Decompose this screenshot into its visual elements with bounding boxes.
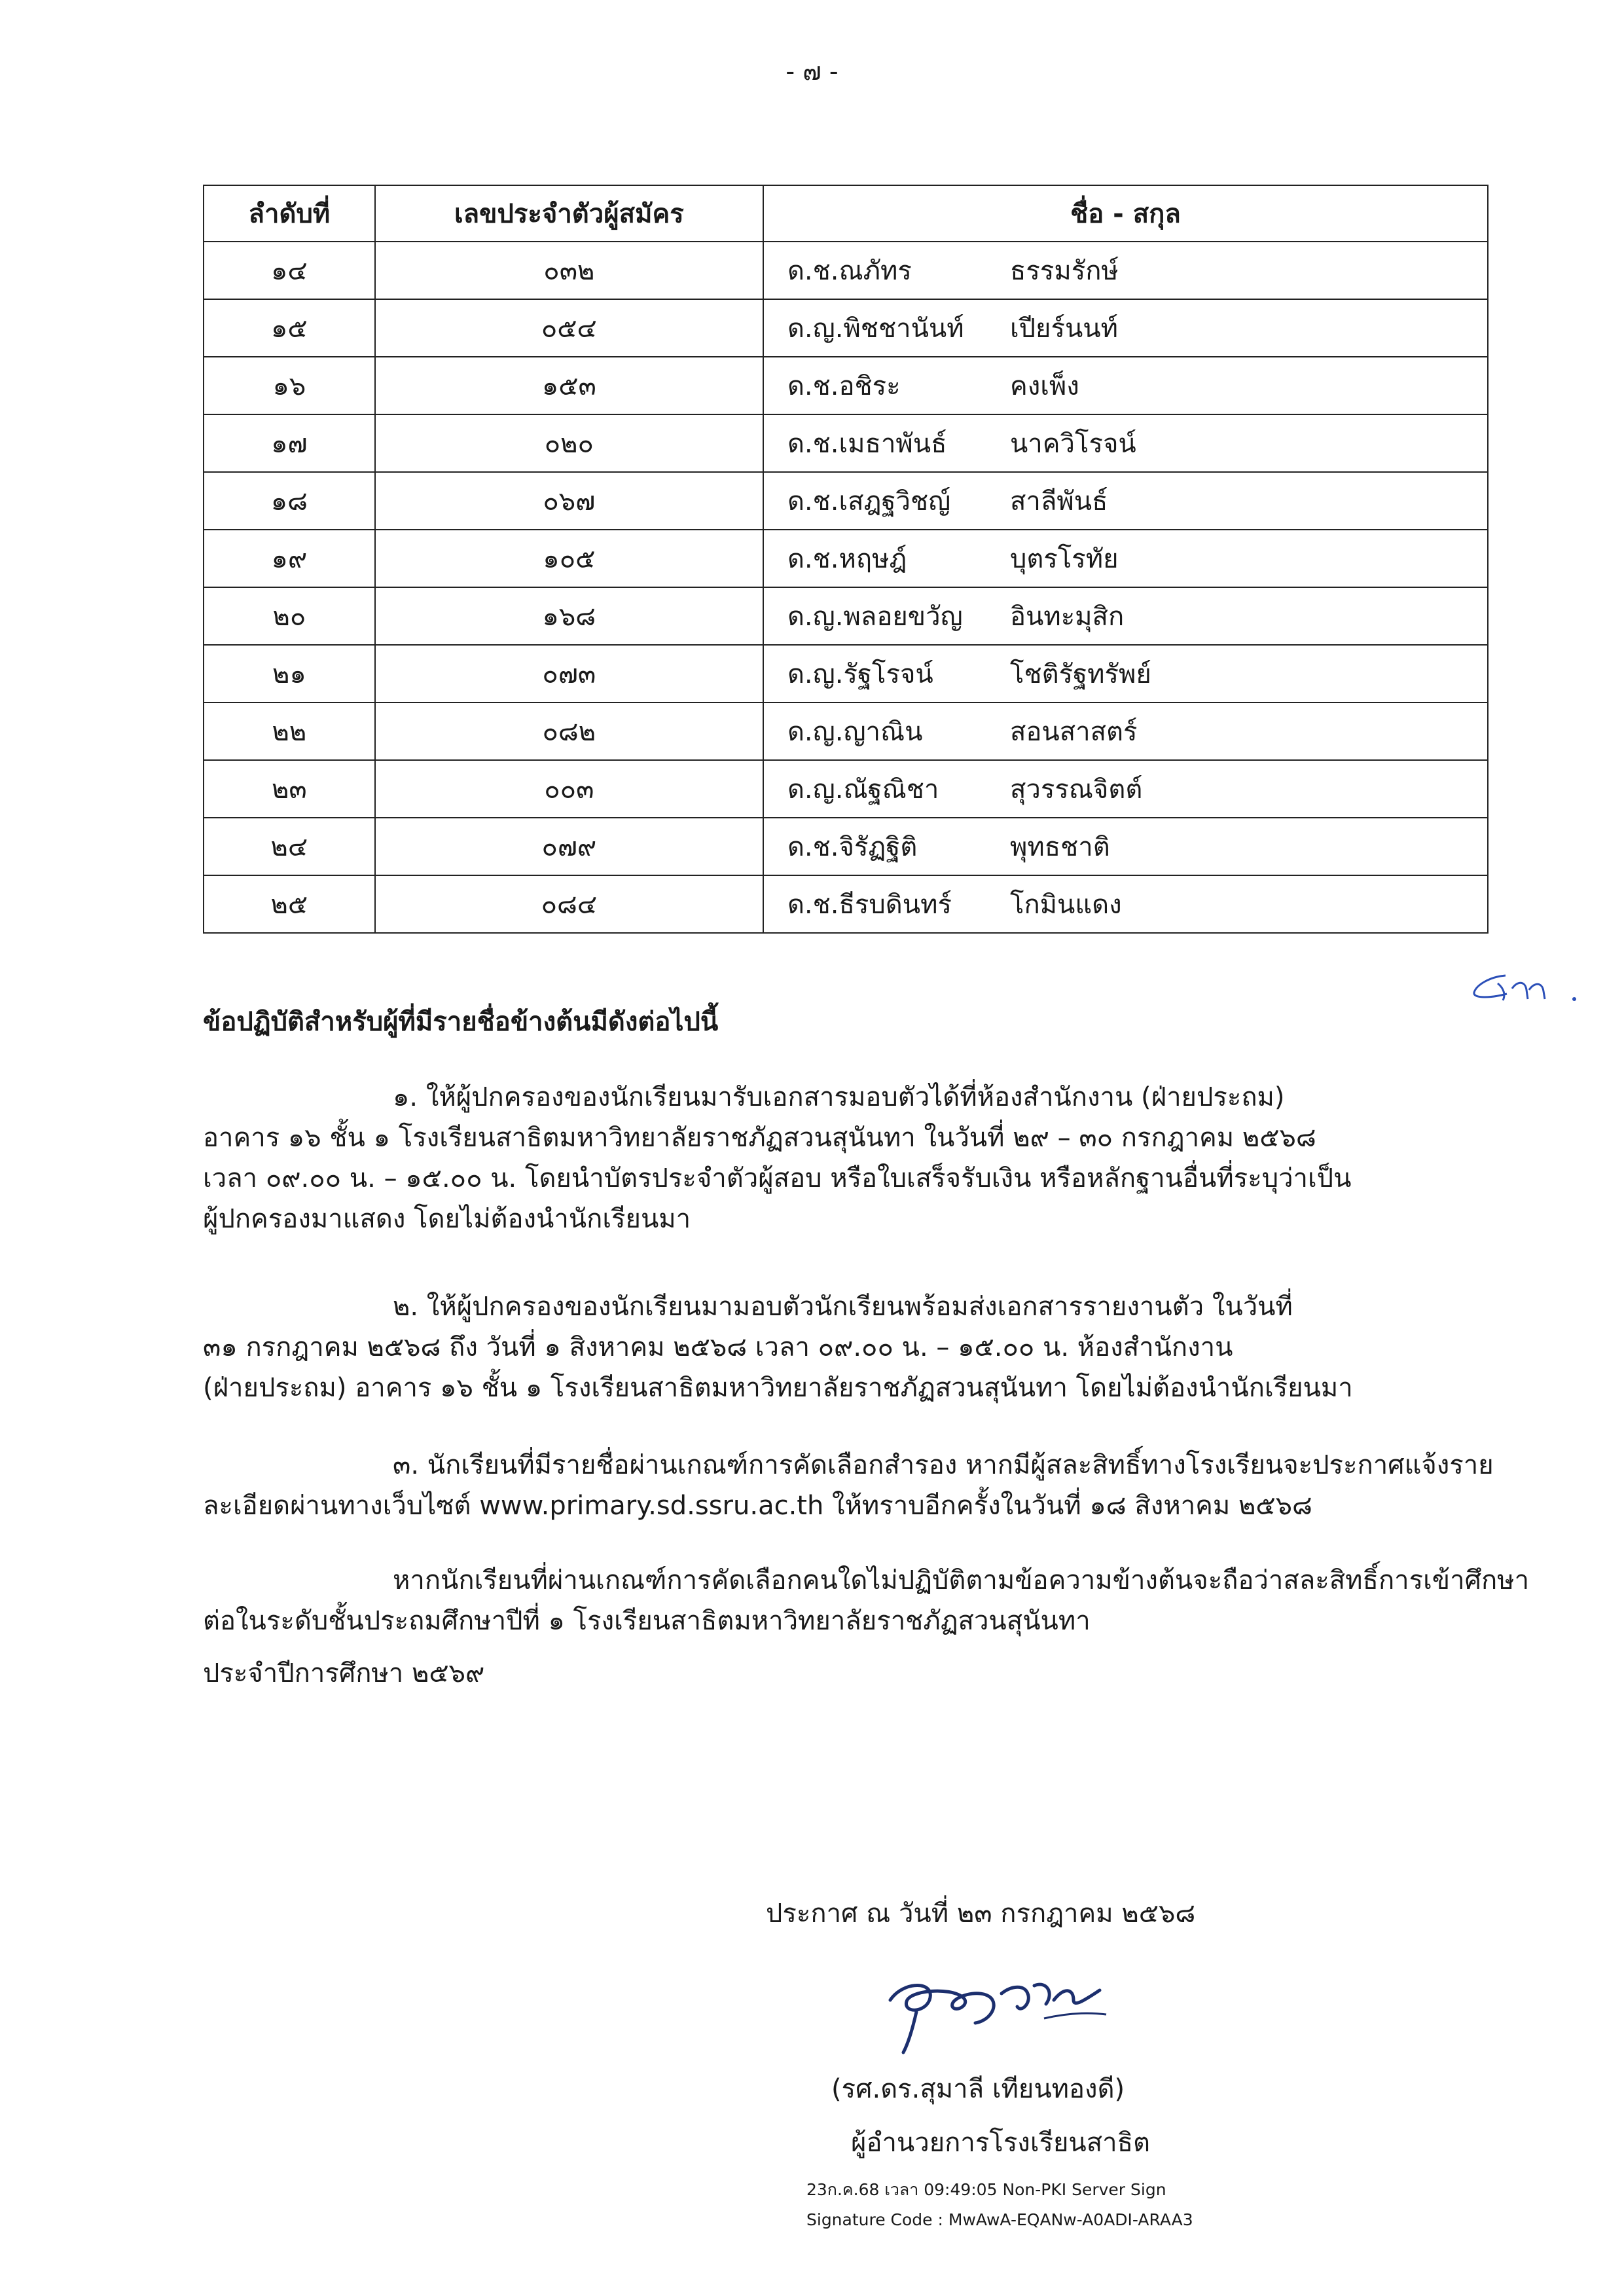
instruction-line: ละเอียดผ่านทางเว็บไซต์ www.primary.sd.ssru.ac.th ให้ทราบอีกครั้งในวันที่ ๑๘ สิงหาคม ๒๕๖๘ [203,1491,1312,1521]
name-surname: โกมินแดง [1009,890,1122,920]
instruction-line: ประจำปีการศึกษา ๒๕๖๙ [203,1658,485,1688]
cell-applicant-id: ๑๐๕ [375,530,763,587]
server-signature-info [806,2175,1193,2235]
name-surname: คงเพ็ง [1009,371,1079,401]
name-first: ด.ญ.ญาณิน [787,717,923,747]
name-first: ด.ญ.พิชชานันท์ [787,314,964,344]
name-first: ด.ช.จิรัฏฐิติ [787,832,918,862]
initials-mark [1466,962,1617,1008]
instruction-4 [203,1560,1530,1694]
applicant-table [203,185,1489,934]
table-row [204,875,1488,933]
cell-full-name [763,702,1488,760]
cell-order: ๒๕ [204,875,375,933]
cell-order: ๒๑ [204,645,375,702]
table-row [204,299,1488,357]
instruction-line: ๑. ให้ผู้ปกครองของนักเรียนมารับเอกสารมอบตัวได้ที่ห้องสำนักงาน (ฝ่ายประถม) [393,1082,1285,1112]
name-surname: อินทะมุสิก [1009,602,1125,632]
cell-order: ๑๕ [204,299,375,357]
instruction-line: ๓. นักเรียนที่มีรายชื่อผ่านเกณฑ์การคัดเลือกสำรอง หากมีผู้สละสิทธิ์ทางโรงเรียนจะประกาศแจ้งราย [393,1450,1494,1480]
cell-full-name [763,414,1488,472]
table-row [204,414,1488,472]
announcement-date: ประกาศ ณ วันที่ ๒๓ กรกฎาคม ๒๕๖๘ [766,1899,1196,1929]
name-first: ด.ช.อชิระ [787,371,901,401]
name-surname: โชติรัฐทรัพย์ [1009,659,1151,689]
table-row [204,530,1488,587]
instruction-line: ต่อในระดับชั้นประถมศึกษาปีที่ ๑ โรงเรียนสาธิตมหาวิทยาลัยราชภัฏสวนสุนันทา [203,1606,1091,1636]
signer-name: (รศ.ดร.สุมาลี เทียนทองดี) [831,2074,1125,2104]
cell-applicant-id: ๑๕๓ [375,357,763,414]
header-applicant-id: เลขประจำตัวผู้สมัคร [375,185,763,242]
signature-image [877,1961,1126,2059]
cell-order: ๒๔ [204,818,375,875]
cell-full-name [763,357,1488,414]
table-row [204,472,1488,530]
instruction-line: เวลา ๐๙.๐๐ น. – ๑๕.๐๐ น. โดยนำบัตรประจำตัวผู้สอบ หรือใบเสร็จรับเงิน หรือหลักฐานอื่นที่ระบุว่าเป็น [203,1163,1352,1194]
cell-applicant-id: ๐๒๐ [375,414,763,472]
cell-applicant-id: ๐๕๔ [375,299,763,357]
instruction-line: ๒. ให้ผู้ปกครองของนักเรียนมามอบตัวนักเรียนพร้อมส่งเอกสารรายงานตัว ในวันที่ [393,1292,1293,1322]
cell-applicant-id: ๐๖๗ [375,472,763,530]
table-row [204,242,1488,299]
cell-full-name [763,242,1488,299]
name-surname: พุทธชาติ [1009,832,1110,862]
server-sign-timestamp: 23ก.ค.68 เวลา 09:49:05 Non-PKI Server Sign [806,2180,1166,2199]
name-first: ด.ช.เมธาพันธ์ [787,429,947,459]
name-surname: สุวรรณจิตต์ [1009,774,1143,805]
cell-full-name [763,472,1488,530]
cell-full-name [763,299,1488,357]
cell-applicant-id: ๐๘๔ [375,875,763,933]
instruction-line: หากนักเรียนที่ผ่านเกณฑ์การคัดเลือกคนใดไม่ปฏิบัติตามข้อความข้างต้นจะถือว่าสละสิทธิ์การเข้าศึกษา [393,1565,1530,1595]
instruction-2 [203,1286,1512,1408]
table-row [204,760,1488,818]
cell-order: ๑๔ [204,242,375,299]
cell-applicant-id: ๐๘๒ [375,702,763,760]
instruction-line: ๓๑ กรกฎาคม ๒๕๖๘ ถึง วันที่ ๑ สิงหาคม ๒๕๖๘ เวลา ๐๙.๐๐ น. – ๑๕.๐๐ น. ห้องสำนักงาน [203,1332,1233,1362]
name-surname: สอนสาสตร์ [1009,717,1138,747]
name-first: ด.ช.ธีรบดินทร์ [787,890,952,920]
header-order: ลำดับที่ [204,185,375,242]
instructions-heading: ข้อปฏิบัติสำหรับผู้ที่มีรายชื่อข้างต้นมีดังต่อไปนี้ [203,1007,719,1037]
cell-order: ๑๙ [204,530,375,587]
cell-order: ๑๖ [204,357,375,414]
name-first: ด.ช.หฤษฎ์ [787,544,907,574]
cell-applicant-id: ๐๐๓ [375,760,763,818]
cell-applicant-id: ๑๖๘ [375,587,763,645]
table-row [204,357,1488,414]
cell-applicant-id: ๐๗๓ [375,645,763,702]
name-surname: บุตรโรทัย [1009,544,1119,574]
name-first: ด.ญ.พลอยขวัญ [787,602,963,632]
name-surname: ธรรมรักษ์ [1009,256,1119,286]
cell-full-name [763,760,1488,818]
name-surname: นาควิโรจน์ [1009,429,1136,459]
table-header-row [204,185,1488,242]
name-first: ด.ญ.รัฐโรจน์ [787,659,933,689]
table-row [204,818,1488,875]
name-first: ด.ช.ณภัทร [787,256,912,286]
cell-order: ๑๗ [204,414,375,472]
cell-order: ๒๐ [204,587,375,645]
signer-title: ผู้อำนวยการโรงเรียนสาธิต [851,2128,1151,2158]
server-sign-code: Signature Code : MwAwA-EQANw-A0ADI-ARAA3 [806,2210,1193,2229]
name-surname: เปียร์นนท์ [1009,314,1118,344]
table-row [204,587,1488,645]
name-first: ด.ญ.ณัฐณิชา [787,774,939,805]
cell-applicant-id: ๐๗๙ [375,818,763,875]
cell-full-name [763,818,1488,875]
cell-full-name [763,530,1488,587]
cell-full-name [763,645,1488,702]
cell-applicant-id: ๐๓๒ [375,242,763,299]
instruction-line: (ฝ่ายประถม) อาคาร ๑๖ ชั้น ๑ โรงเรียนสาธิตมหาวิทยาลัยราชภัฏสวนสุนันทา โดยไม่ต้องนำนักเรียนมา [203,1373,1353,1403]
cell-order: ๑๘ [204,472,375,530]
page-number: - ๗ - [785,57,839,86]
name-surname: สาลีพันธ์ [1009,486,1108,517]
cell-full-name [763,875,1488,933]
table-row [204,702,1488,760]
instruction-line: ผู้ปกครองมาแสดง โดยไม่ต้องนำนักเรียนมา [203,1204,691,1234]
cell-order: ๒๒ [204,702,375,760]
name-first: ด.ช.เสฎฐวิชญ์ [787,486,951,517]
instruction-1 [203,1077,1512,1239]
table-row [204,645,1488,702]
instruction-3 [203,1445,1512,1526]
cell-full-name [763,587,1488,645]
header-full-name: ชื่อ - สกุล [763,185,1488,242]
instruction-line: อาคาร ๑๖ ชั้น ๑ โรงเรียนสาธิตมหาวิทยาลัยราชภัฏสวนสุนันทา ในวันที่ ๒๙ – ๓๐ กรกฎาคม ๒๕๖๘ [203,1123,1316,1153]
cell-order: ๒๓ [204,760,375,818]
